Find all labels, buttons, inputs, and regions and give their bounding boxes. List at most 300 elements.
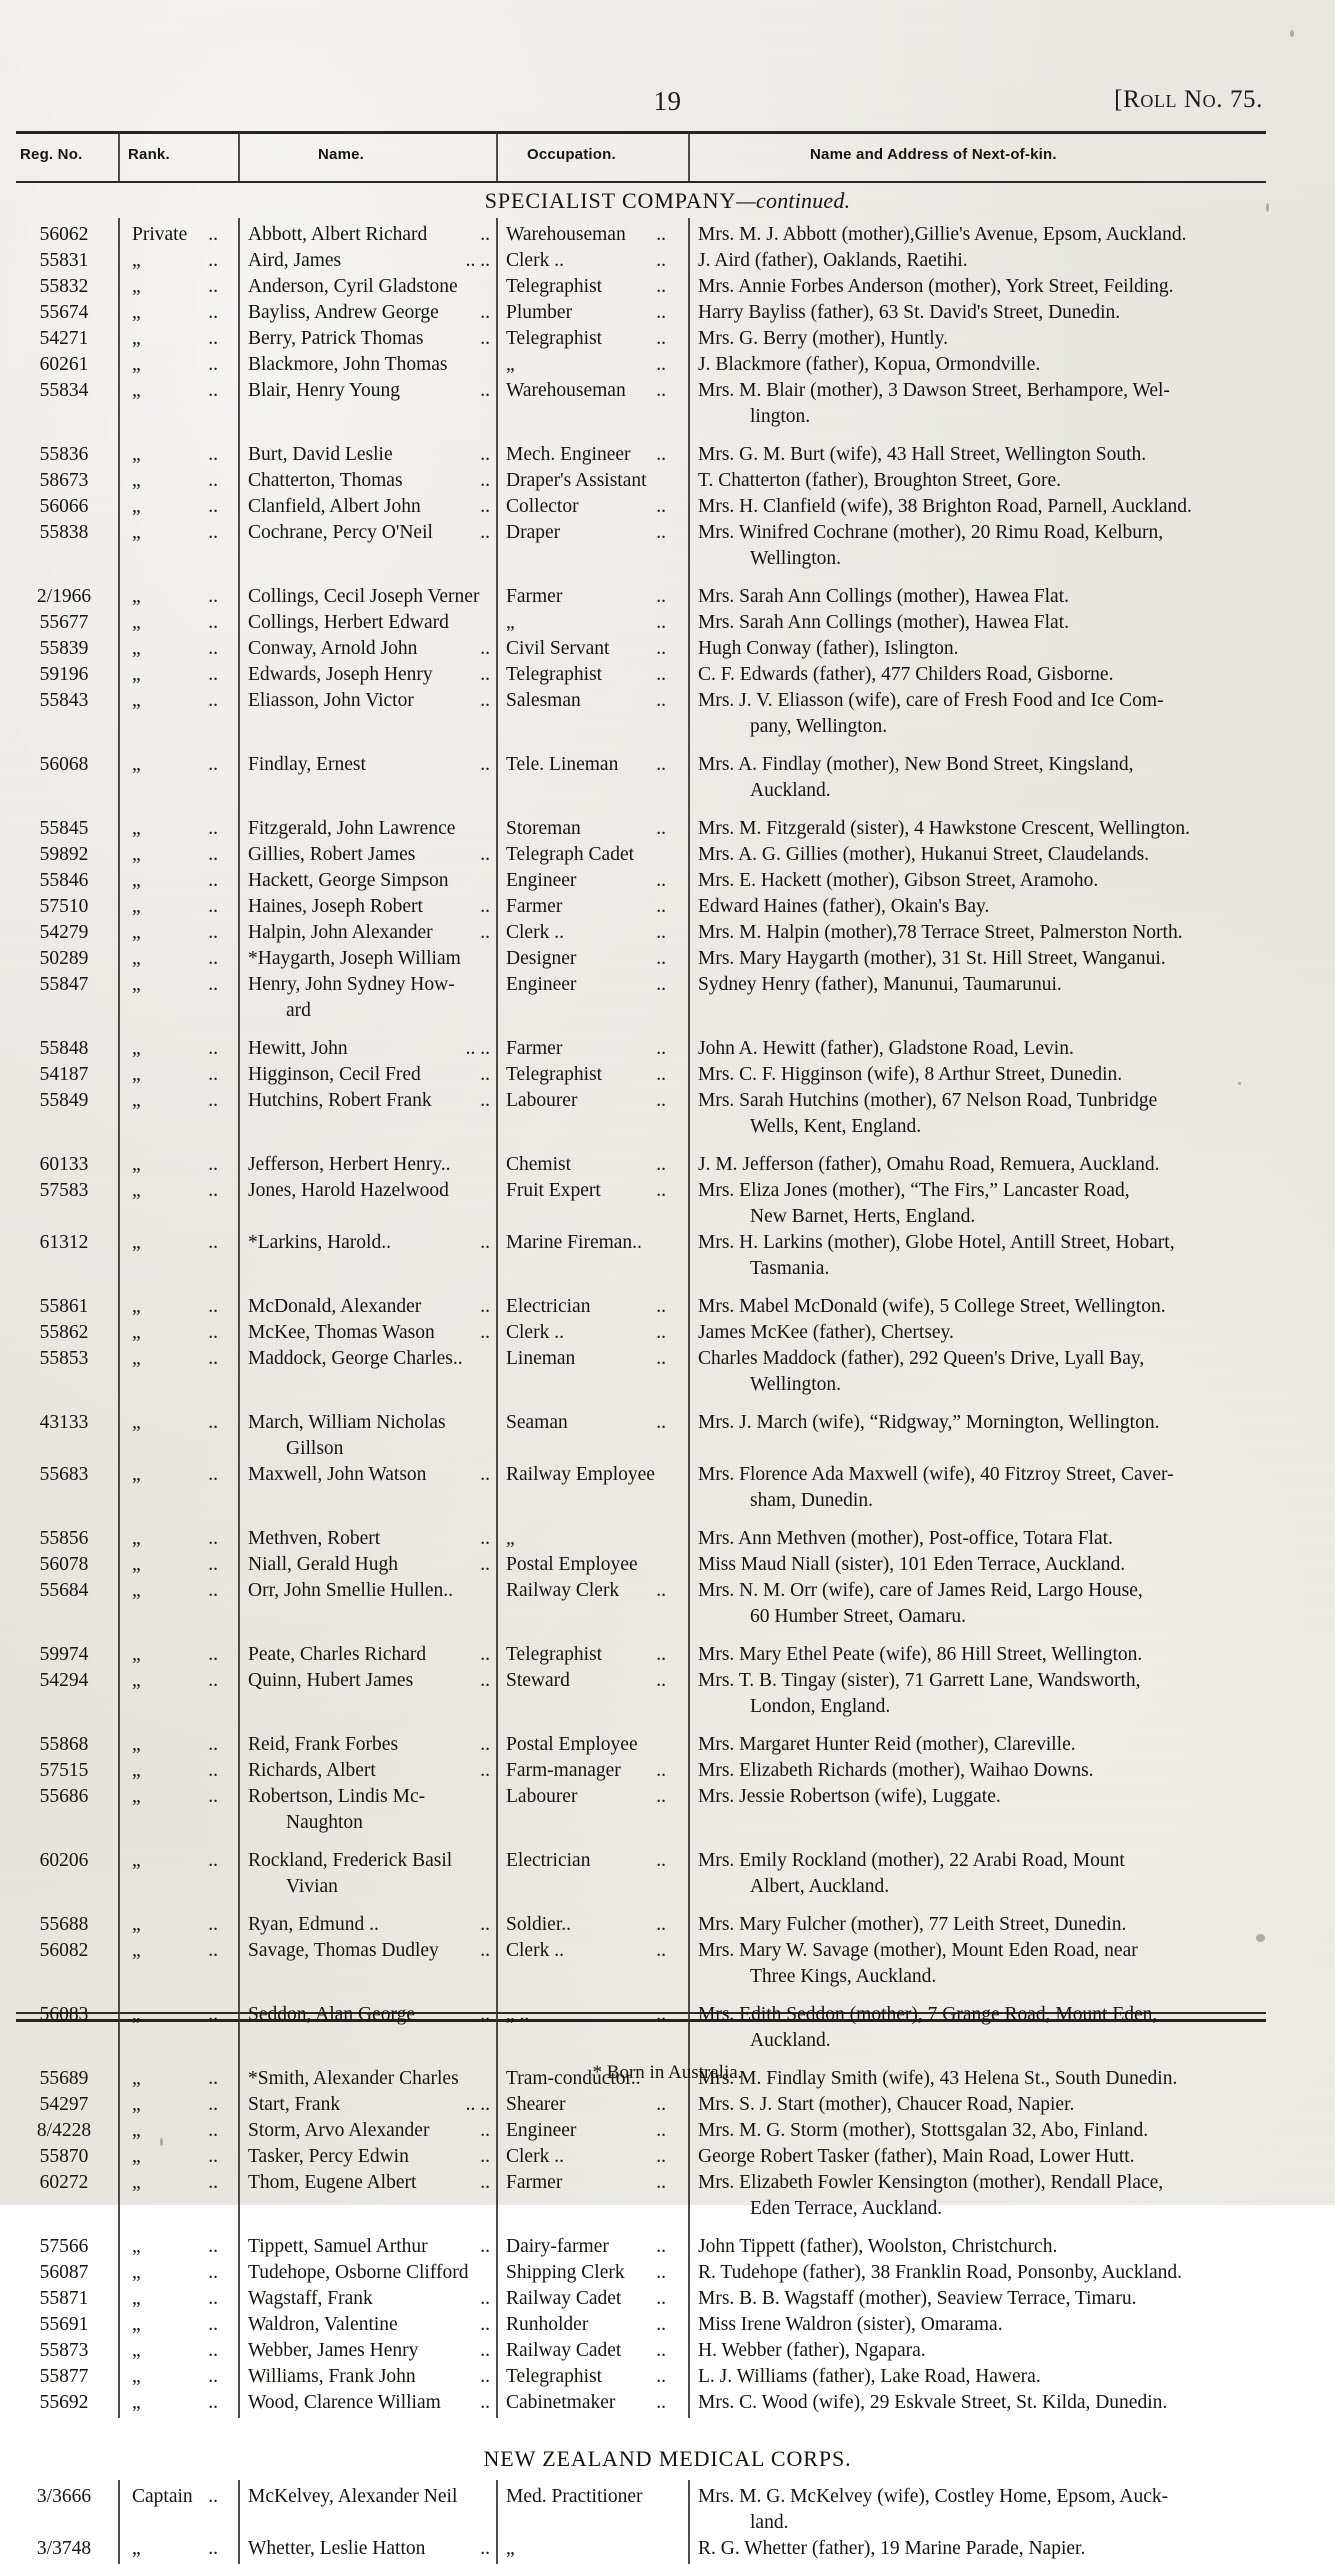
rank-label: „ xyxy=(132,496,141,517)
rank-leader-dots: .. xyxy=(208,2094,218,2115)
occupation-leader-dots: .. xyxy=(656,612,666,633)
cell-name xyxy=(240,868,490,894)
name-text: Cochrane, Percy O'Neil xyxy=(248,522,433,543)
cell-occupation xyxy=(498,1410,676,1436)
cell-next-of-kin: Mrs. Sarah Hutchins (mother), 67 Nelson Road, Tunbridge xyxy=(698,1090,1158,1111)
occupation-text: Storeman xyxy=(506,818,581,839)
occupation-text: Clerk .. xyxy=(506,922,564,943)
cell-occupation xyxy=(498,972,676,998)
cell-rank xyxy=(120,2260,226,2286)
rank-leader-dots: .. xyxy=(208,870,218,891)
occupation-text: Dairy-farmer xyxy=(506,2236,609,2257)
occupation-leader-dots: .. xyxy=(656,2392,666,2413)
cell-occupation xyxy=(498,1062,676,1088)
rank-label: „ xyxy=(132,444,141,465)
name-text: Webber, James Henry xyxy=(248,2340,419,2361)
cell-reg-no: 55853 xyxy=(39,1348,89,1369)
rank-label: „ xyxy=(132,2314,141,2335)
occupation-text: Collector xyxy=(506,496,579,517)
name-text: Clanfield, Albert John xyxy=(248,496,421,517)
cell-reg-no: 56087 xyxy=(39,2262,89,2283)
name-leader-dots: .. xyxy=(480,844,490,865)
occupation-leader-dots: .. xyxy=(656,1348,666,1369)
name-text: Chatterton, Thomas xyxy=(248,470,403,491)
cell-occupation xyxy=(498,584,676,610)
rank-leader-dots: .. xyxy=(208,1850,218,1871)
name-leader-dots: .. xyxy=(480,638,490,659)
occupation-leader-dots: .. xyxy=(656,2146,666,2167)
cell-rank xyxy=(120,1410,226,1436)
cell-next-of-kin: J. Aird (father), Oaklands, Raetihi. xyxy=(698,250,968,271)
occupation-leader-dots: .. xyxy=(656,1914,666,1935)
rank-label: „ xyxy=(132,1464,141,1485)
cell-rank xyxy=(120,1552,226,1578)
name-text: Findlay, Ernest xyxy=(248,754,366,775)
cell-name xyxy=(240,636,490,662)
occupation-text: Labourer xyxy=(506,1786,578,1807)
rank-label: „ xyxy=(132,1580,141,1601)
occupation-leader-dots: .. xyxy=(656,2288,666,2309)
rank-leader-dots: .. xyxy=(208,444,218,465)
occupation-leader-dots: .. xyxy=(656,224,666,245)
table-header-rule xyxy=(16,181,1266,183)
next-of-kin-continuation-line: land. xyxy=(750,2512,789,2533)
occupation-leader-dots: .. xyxy=(656,1670,666,1691)
rank-label: „ xyxy=(132,896,141,917)
cell-name xyxy=(240,946,490,972)
occupation-text: Soldier.. xyxy=(506,1914,572,1935)
occupation-text: Electrician xyxy=(506,1296,591,1317)
cell-rank xyxy=(120,2484,226,2510)
occupation-leader-dots: .. xyxy=(656,1850,666,1871)
cell-occupation xyxy=(498,2312,676,2338)
name-leader-dots: .. xyxy=(480,496,490,517)
occupation-leader-dots: .. xyxy=(656,496,666,517)
cell-name xyxy=(240,1062,490,1088)
cell-rank xyxy=(120,326,226,352)
table-row xyxy=(0,1410,1335,1436)
cell-rank xyxy=(120,1346,226,1372)
table-row xyxy=(0,1346,1335,1372)
table-row xyxy=(0,2170,1335,2196)
cell-name xyxy=(240,1410,490,1436)
cell-reg-no: 56083 xyxy=(39,2004,89,2025)
rank-label: „ xyxy=(132,470,141,491)
cell-next-of-kin: Mrs. Jessie Robertson (wife), Luggate. xyxy=(698,1786,1001,1807)
occupation-leader-dots: .. xyxy=(656,754,666,775)
occupation-text: Cabinetmaker xyxy=(506,2392,616,2413)
next-of-kin-continuation-line: Auckland. xyxy=(750,780,831,801)
cell-next-of-kin: Mrs. C. Wood (wife), 29 Eskvale Street, St. Kilda, Dunedin. xyxy=(698,2392,1168,2413)
cell-occupation xyxy=(498,816,676,842)
rank-label: „ xyxy=(132,1760,141,1781)
cell-reg-no: 56078 xyxy=(39,1554,89,1575)
cell-reg-no: 3/3748 xyxy=(36,2538,92,2559)
occupation-text: Farmer xyxy=(506,896,563,917)
cell-name xyxy=(240,1152,490,1178)
rank-label: „ xyxy=(132,2538,141,2559)
cell-occupation xyxy=(498,1294,676,1320)
table-row xyxy=(0,2286,1335,2312)
table-row xyxy=(0,1578,1335,1604)
cell-reg-no: 56062 xyxy=(39,224,89,245)
name-text: Hackett, George Simpson xyxy=(248,870,449,891)
cell-reg-no: 50289 xyxy=(39,948,89,969)
rank-leader-dots: .. xyxy=(208,2538,218,2559)
cell-rank xyxy=(120,920,226,946)
table-row xyxy=(0,1784,1335,1810)
occupation-leader-dots: .. xyxy=(656,2172,666,2193)
occupation-leader-dots: .. xyxy=(656,2262,666,2283)
name-text: Edwards, Joseph Henry xyxy=(248,664,433,685)
cell-reg-no: 57510 xyxy=(39,896,89,917)
cell-reg-no: 55871 xyxy=(39,2288,89,2309)
cell-next-of-kin: R. G. Whetter (father), 19 Marine Parade, Napier. xyxy=(698,2538,1086,2559)
cell-rank xyxy=(120,1088,226,1114)
table-row xyxy=(0,1668,1335,1694)
occupation-text: Runholder xyxy=(506,2314,589,2335)
cell-rank xyxy=(120,2390,226,2416)
name-text: Seddon, Alan George xyxy=(248,2004,415,2025)
cell-rank xyxy=(120,1732,226,1758)
rank-label: „ xyxy=(132,2340,141,2361)
cell-reg-no: 55843 xyxy=(39,690,89,711)
rank-leader-dots: .. xyxy=(208,1412,218,1433)
rank-label: „ xyxy=(132,2392,141,2413)
occupation-text: Salesman xyxy=(506,690,581,711)
rank-leader-dots: .. xyxy=(208,2004,218,2025)
occupation-leader-dots: .. xyxy=(656,276,666,297)
rank-label: Captain xyxy=(132,2486,193,2507)
cell-name xyxy=(240,2338,490,2364)
rank-label: „ xyxy=(132,1554,141,1575)
name-leader-dots: .. xyxy=(480,1090,490,1111)
table-row xyxy=(0,1062,1335,1088)
table-row xyxy=(0,2536,1335,2562)
cell-reg-no: 8/4228 xyxy=(36,2120,92,2141)
cell-next-of-kin: Mrs. Mabel McDonald (wife), 5 College Street, Wellington. xyxy=(698,1296,1166,1317)
cell-occupation xyxy=(498,274,676,300)
cell-rank xyxy=(120,2002,226,2028)
cell-name xyxy=(240,1346,490,1372)
name-text: Thom, Eugene Albert xyxy=(248,2172,417,2193)
name-leader-dots: .. .. xyxy=(465,1038,490,1059)
cell-name xyxy=(240,972,490,998)
cell-rank xyxy=(120,1912,226,1938)
cell-name xyxy=(240,2234,490,2260)
cell-reg-no: 43133 xyxy=(39,1412,89,1433)
cell-name xyxy=(240,1036,490,1062)
name-text: Tippett, Samuel Arthur xyxy=(248,2236,428,2257)
rank-label: „ xyxy=(132,948,141,969)
next-of-kin-continuation-line: London, England. xyxy=(750,1696,891,1717)
occupation-leader-dots: .. xyxy=(656,948,666,969)
occupation-text: Farmer xyxy=(506,2172,563,2193)
cell-reg-no: 56082 xyxy=(39,1940,89,1961)
occupation-leader-dots: .. xyxy=(656,870,666,891)
cell-reg-no: 54279 xyxy=(39,922,89,943)
table-row xyxy=(0,1320,1335,1346)
table-row xyxy=(0,636,1335,662)
occupation-text: Electrician xyxy=(506,1850,591,1871)
rank-leader-dots: .. xyxy=(208,754,218,775)
rank-label: „ xyxy=(132,664,141,685)
rank-label: „ xyxy=(132,818,141,839)
cell-reg-no: 55689 xyxy=(39,2068,89,2089)
cell-name xyxy=(240,610,490,636)
next-of-kin-continuation-line: New Barnet, Herts, England. xyxy=(750,1206,976,1227)
table-row xyxy=(0,752,1335,778)
cell-rank xyxy=(120,2312,226,2338)
name-leader-dots: .. xyxy=(480,2120,490,2141)
cell-next-of-kin: Mrs. M. G. Storm (mother), Stottsgalan 32, Abo, Finland. xyxy=(698,2120,1149,2141)
cell-name xyxy=(240,378,490,404)
cell-name xyxy=(240,1732,490,1758)
table-row xyxy=(0,300,1335,326)
cell-next-of-kin: Edward Haines (father), Okain's Bay. xyxy=(698,896,990,917)
rank-leader-dots: .. xyxy=(208,250,218,271)
cell-occupation xyxy=(498,868,676,894)
cell-occupation xyxy=(498,1578,676,1604)
cell-occupation xyxy=(498,2092,676,2118)
occupation-text: „ xyxy=(506,1528,515,1549)
table-row xyxy=(0,2002,1335,2028)
name-text: Ryan, Edmund .. xyxy=(248,1914,379,1935)
occupation-text: Draper xyxy=(506,522,561,543)
cell-reg-no: 55861 xyxy=(39,1296,89,1317)
cell-name xyxy=(240,1758,490,1784)
cell-next-of-kin: Mrs. M. Halpin (mother),78 Terrace Street, Palmerston North. xyxy=(698,922,1183,943)
table-row xyxy=(0,2234,1335,2260)
occupation-text: Plumber xyxy=(506,302,573,323)
name-continuation-line: Vivian xyxy=(286,1876,338,1897)
column-header-name: Name. xyxy=(318,146,365,163)
name-text: Halpin, John Alexander xyxy=(248,922,433,943)
cell-reg-no: 59892 xyxy=(39,844,89,865)
cell-occupation xyxy=(498,2390,676,2416)
cell-rank xyxy=(120,520,226,546)
cell-occupation xyxy=(498,662,676,688)
occupation-leader-dots: .. xyxy=(656,1090,666,1111)
cell-reg-no: 55834 xyxy=(39,380,89,401)
rank-leader-dots: .. xyxy=(208,844,218,865)
cell-name xyxy=(240,2286,490,2312)
name-leader-dots: .. xyxy=(480,2366,490,2387)
cell-occupation xyxy=(498,1912,676,1938)
cell-occupation xyxy=(498,1320,676,1346)
cell-rank xyxy=(120,1668,226,1694)
occupation-leader-dots: .. xyxy=(656,2236,666,2257)
rank-label: „ xyxy=(132,1038,141,1059)
name-text: Conway, Arnold John xyxy=(248,638,418,659)
name-leader-dots: .. .. xyxy=(465,250,490,271)
cell-name xyxy=(240,816,490,842)
cell-name xyxy=(240,2092,490,2118)
name-leader-dots: .. xyxy=(480,2538,490,2559)
rank-label: „ xyxy=(132,276,141,297)
cell-name xyxy=(240,1668,490,1694)
next-of-kin-continuation-line: Wellington. xyxy=(750,548,842,569)
rank-label: „ xyxy=(132,974,141,995)
rank-label: „ xyxy=(132,1940,141,1961)
cell-rank xyxy=(120,2092,226,2118)
occupation-text: Steward xyxy=(506,1670,570,1691)
cell-rank xyxy=(120,2144,226,2170)
name-text: Henry, John Sydney How- xyxy=(248,974,455,995)
occupation-leader-dots: .. xyxy=(656,380,666,401)
cell-reg-no: 55677 xyxy=(39,612,89,633)
table-top-rule xyxy=(16,131,1266,134)
cell-rank xyxy=(120,300,226,326)
next-of-kin-continuation-line: lington. xyxy=(750,406,811,427)
rank-leader-dots: .. xyxy=(208,896,218,917)
occupation-text: Med. Practitioner xyxy=(506,2486,643,2507)
table-row xyxy=(0,2338,1335,2364)
cell-occupation xyxy=(498,2286,676,2312)
cell-occupation xyxy=(498,842,676,868)
cell-name xyxy=(240,1230,490,1256)
section-title xyxy=(0,2446,1335,2472)
name-leader-dots: .. xyxy=(480,1554,490,1575)
occupation-leader-dots: .. xyxy=(656,1322,666,1343)
rank-label: „ xyxy=(132,1670,141,1691)
occupation-leader-dots: .. xyxy=(656,586,666,607)
occupation-text: Postal Employee xyxy=(506,1554,638,1575)
cell-next-of-kin: Mrs. H. Clanfield (wife), 38 Brighton Road, Parnell, Auckland. xyxy=(698,496,1192,517)
occupation-leader-dots: .. xyxy=(656,2366,666,2387)
occupation-text: Draper's Assistant xyxy=(506,470,647,491)
occupation-text: „ xyxy=(506,354,515,375)
rank-leader-dots: .. xyxy=(208,2392,218,2413)
rank-leader-dots: .. xyxy=(208,1940,218,1961)
cell-occupation xyxy=(498,920,676,946)
rank-label: „ xyxy=(132,2094,141,2115)
rank-label: „ xyxy=(132,354,141,375)
table-row xyxy=(0,1178,1335,1204)
rank-label: „ xyxy=(132,1348,141,1369)
rank-leader-dots: .. xyxy=(208,818,218,839)
name-text: Tasker, Percy Edwin xyxy=(248,2146,409,2167)
cell-name xyxy=(240,274,490,300)
rank-leader-dots: .. xyxy=(208,2314,218,2335)
cell-rank xyxy=(120,972,226,998)
name-text: Whetter, Leslie Hatton xyxy=(248,2538,426,2559)
cell-occupation xyxy=(498,2260,676,2286)
occupation-leader-dots: .. xyxy=(656,896,666,917)
occupation-text: Shearer xyxy=(506,2094,566,2115)
rank-leader-dots: .. xyxy=(208,1580,218,1601)
name-leader-dots: .. xyxy=(480,302,490,323)
cell-next-of-kin: J. Blackmore (father), Kopua, Ormondville. xyxy=(698,354,1041,375)
occupation-text: Railway Employee xyxy=(506,1464,655,1485)
cell-reg-no: 55688 xyxy=(39,1914,89,1935)
name-leader-dots: .. xyxy=(480,328,490,349)
occupation-text: Engineer xyxy=(506,974,577,995)
cell-next-of-kin: C. F. Edwards (father), 477 Childers Road, Gisborne. xyxy=(698,664,1114,685)
cell-name xyxy=(240,2144,490,2170)
cell-reg-no: 61312 xyxy=(39,1232,89,1253)
cell-name xyxy=(240,1552,490,1578)
cell-occupation xyxy=(498,248,676,274)
cell-name xyxy=(240,1462,490,1488)
cell-next-of-kin: Mrs. Sarah Ann Collings (mother), Hawea Flat. xyxy=(698,586,1069,607)
rank-label: „ xyxy=(132,638,141,659)
rank-leader-dots: .. xyxy=(208,2262,218,2283)
table-row xyxy=(0,688,1335,714)
cell-rank xyxy=(120,2118,226,2144)
rank-label: „ xyxy=(132,1786,141,1807)
cell-occupation xyxy=(498,2484,676,2510)
cell-next-of-kin: Mrs. M. Fitzgerald (sister), 4 Hawkstone Crescent, Wellington. xyxy=(698,818,1190,839)
table-row xyxy=(0,972,1335,998)
cell-name xyxy=(240,1784,490,1810)
name-continuation-line: Gillson xyxy=(286,1438,344,1459)
name-text: Quinn, Hubert James xyxy=(248,1670,414,1691)
cell-reg-no: 55848 xyxy=(39,1038,89,1059)
occupation-leader-dots: .. xyxy=(656,974,666,995)
rank-label: „ xyxy=(132,2004,141,2025)
column-header-occupation: Occupation. xyxy=(527,146,616,163)
name-text: March, William Nicholas xyxy=(248,1412,446,1433)
cell-next-of-kin: Mrs. M. Findlay Smith (wife), 43 Helena St., South Dunedin. xyxy=(698,2068,1178,2089)
cell-next-of-kin: Mrs. Margaret Hunter Reid (mother), Clareville. xyxy=(698,1734,1076,1755)
cell-occupation xyxy=(498,1526,676,1552)
cell-occupation xyxy=(498,468,676,494)
cell-occupation xyxy=(498,378,676,404)
cell-name xyxy=(240,2118,490,2144)
cell-reg-no: 55846 xyxy=(39,870,89,891)
name-text: Rockland, Frederick Basil xyxy=(248,1850,453,1871)
name-leader-dots: .. xyxy=(480,444,490,465)
occupation-text: Telegraphist xyxy=(506,664,603,685)
rank-leader-dots: .. xyxy=(208,948,218,969)
occupation-leader-dots: .. xyxy=(656,302,666,323)
footnote: * Born in Australia. xyxy=(592,2062,743,2083)
cell-rank xyxy=(120,584,226,610)
cell-next-of-kin: Hugh Conway (father), Islington. xyxy=(698,638,959,659)
rank-leader-dots: .. xyxy=(208,1734,218,1755)
cell-next-of-kin: Mrs. B. B. Wagstaff (mother), Seaview Terrace, Timaru. xyxy=(698,2288,1137,2309)
name-leader-dots: .. xyxy=(480,380,490,401)
cell-next-of-kin: Mrs. C. F. Higginson (wife), 8 Arthur Street, Dunedin. xyxy=(698,1064,1123,1085)
occupation-leader-dots: .. xyxy=(656,2004,666,2025)
occupation-leader-dots: .. xyxy=(656,1580,666,1601)
cell-next-of-kin: Miss Irene Waldron (sister), Omarama. xyxy=(698,2314,1003,2335)
cell-rank xyxy=(120,378,226,404)
cell-occupation xyxy=(498,1938,676,1964)
table-row xyxy=(0,894,1335,920)
cell-next-of-kin: Mrs. N. M. Orr (wife), care of James Reid, Largo House, xyxy=(698,1580,1143,1601)
cell-rank xyxy=(120,222,226,248)
name-leader-dots: .. xyxy=(480,2314,490,2335)
rank-label: „ xyxy=(132,1914,141,1935)
occupation-leader-dots: .. xyxy=(656,818,666,839)
cell-rank xyxy=(120,1938,226,1964)
cell-reg-no: 55836 xyxy=(39,444,89,465)
name-text: Jefferson, Herbert Henry.. xyxy=(248,1154,451,1175)
rank-label: „ xyxy=(132,2288,141,2309)
occupation-text: Farm-manager xyxy=(506,1760,621,1781)
name-text: Collings, Cecil Joseph Verner xyxy=(248,586,480,607)
cell-reg-no: 55856 xyxy=(39,1528,89,1549)
table-row xyxy=(0,2390,1335,2416)
occupation-text: „ .. xyxy=(506,2004,530,2025)
name-text: Abbott, Albert Richard xyxy=(248,224,428,245)
table-row xyxy=(0,662,1335,688)
cell-name xyxy=(240,300,490,326)
cell-rank xyxy=(120,2170,226,2196)
rank-label: Private xyxy=(132,224,188,245)
